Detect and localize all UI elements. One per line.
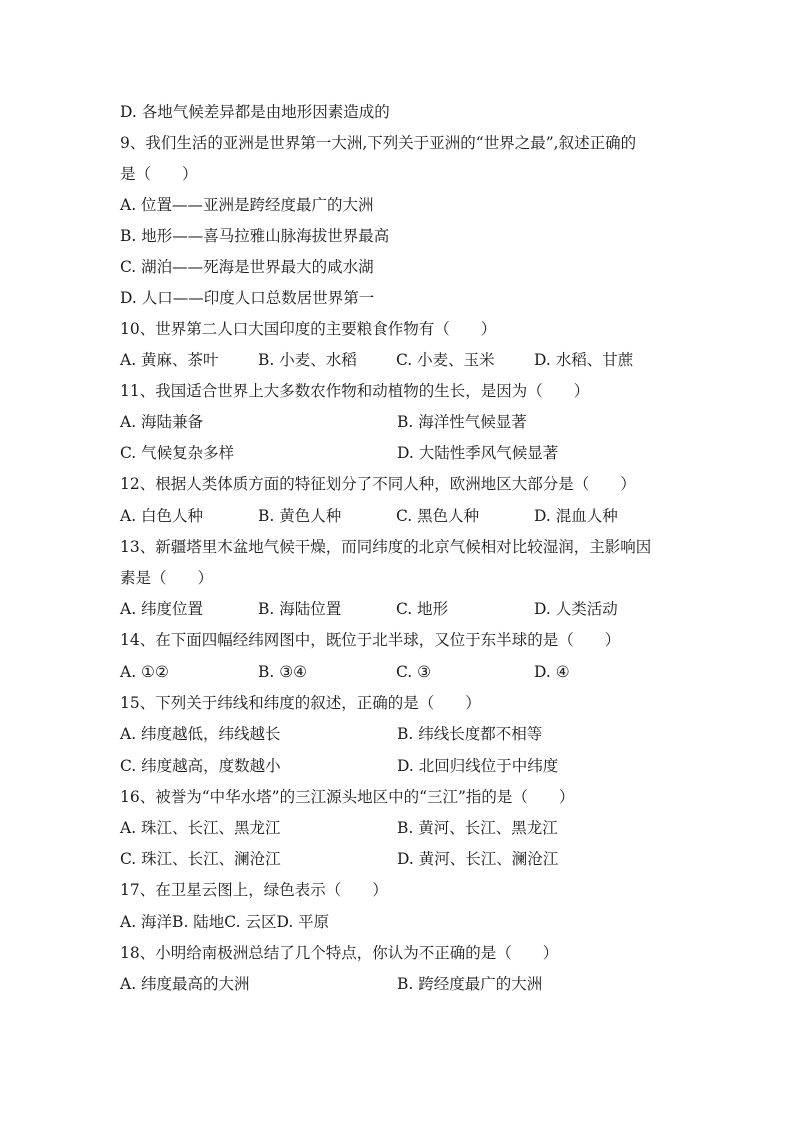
q15-option-b: B. 纬线长度都不相等 — [397, 725, 543, 743]
q9-option-c: C. 湖泊——死海是世界最大的咸水湖 — [120, 258, 374, 276]
q17-stem: 17、在卫星云图上，绿色表示（ ） — [120, 881, 388, 899]
q11-stem: 11、我国适合世界上大多数农作物和动植物的生长，是因为（ ） — [120, 382, 590, 400]
q10-option-d: D. 水稻、甘蔗 — [534, 351, 634, 369]
q11-option-c: C. 气候复杂多样 — [120, 444, 235, 462]
q16-option-d: D. 黄河、长江、澜沧江 — [397, 850, 559, 868]
q14-option-d: D. ④ — [534, 663, 570, 681]
q12-option-b: B. 黄色人种 — [258, 507, 342, 525]
q15-option-a: A. 纬度越低，纬线越长 — [120, 725, 281, 743]
q12-option-a: A. 白色人种 — [120, 507, 204, 525]
q9-option-a: A. 位置——亚洲是跨经度最广的大洲 — [120, 196, 374, 214]
q17-options: A. 海洋B. 陆地C. 云区D. 平原 — [120, 913, 330, 931]
q16-option-a: A. 珠江、长江、黑龙江 — [120, 819, 281, 837]
q9-stem-cont: 是（ ） — [120, 165, 198, 183]
q14-options — [120, 661, 720, 683]
q14-option-c: C. ③ — [396, 663, 432, 681]
q13-option-d: D. 人类活动 — [534, 600, 618, 618]
q18-option-b: B. 跨经度最广的大洲 — [397, 975, 543, 993]
q18-option-a: A. 纬度最高的大洲 — [120, 975, 250, 993]
q13-option-b: B. 海陆位置 — [258, 600, 342, 618]
q15-options-row1 — [120, 723, 720, 745]
q14-stem: 14、在下面四幅经纬网图中，既位于北半球，又位于东半球的是（ ） — [120, 631, 621, 649]
q13-stem: 13、新疆塔里木盆地气候干燥，而同纬度的北京气候相对比较湿润，主影响因 — [120, 538, 652, 556]
q15-option-d: D. 北回归线位于中纬度 — [397, 757, 559, 775]
q10-option-a: A. 黄麻、茶叶 — [120, 351, 219, 369]
q12-stem: 12、根据人类体质方面的特征划分了不同人种，欧洲地区大部分是（ ） — [120, 475, 636, 493]
q10-option-c: C. 小麦、玉米 — [396, 351, 495, 369]
q10-option-b: B. 小麦、水稻 — [258, 351, 357, 369]
q18-options-row1 — [120, 973, 720, 995]
q13-stem-cont: 素是（ ） — [120, 569, 214, 587]
q9-option-d: D. 人口——印度人口总数居世界第一 — [120, 289, 375, 307]
q11-option-a: A. 海陆兼备 — [120, 413, 204, 431]
q18-stem: 18、小明给南极洲总结了几个特点，你认为不正确的是（ ） — [120, 944, 559, 962]
q15-options-row2 — [120, 755, 720, 777]
q9-stem: 9、我们生活的亚洲是世界第一大洲,下列关于亚洲的“世界之最”,叙述正确的 — [120, 134, 637, 152]
q10-options — [120, 349, 720, 371]
q11-options-row1 — [120, 411, 720, 433]
q12-options — [120, 505, 720, 527]
q10-stem: 10、世界第二人口大国印度的主要粮食作物有（ ） — [120, 320, 497, 338]
q16-stem: 16、被誉为“中华水塔”的三江源头地区中的“三江”指的是（ ） — [120, 788, 575, 806]
q12-option-d: D. 混血人种 — [534, 507, 618, 525]
q9-option-b: B. 地形——喜马拉雅山脉海拔世界最高 — [120, 227, 390, 245]
q8-option-d: D. 各地气候差异都是由地形因素造成的 — [120, 103, 390, 121]
q16-option-c: C. 珠江、长江、澜沧江 — [120, 850, 281, 868]
q14-option-a: A. ①② — [120, 663, 169, 681]
q13-option-c: C. 地形 — [396, 600, 449, 618]
q15-stem: 15、下列关于纬线和纬度的叙述，正确的是（ ） — [120, 694, 481, 712]
q14-option-b: B. ③④ — [258, 663, 308, 681]
q16-options-row1 — [120, 817, 720, 839]
q11-options-row2 — [120, 442, 720, 464]
q11-option-d: D. 大陆性季风气候显著 — [397, 444, 559, 462]
q16-options-row2 — [120, 848, 720, 870]
q12-option-c: C. 黑色人种 — [396, 507, 480, 525]
q11-option-b: B. 海洋性气候显著 — [397, 413, 527, 431]
q15-option-c: C. 纬度越高，度数越小 — [120, 757, 281, 775]
q13-options — [120, 598, 720, 620]
q16-option-b: B. 黄河、长江、黑龙江 — [397, 819, 558, 837]
q13-option-a: A. 纬度位置 — [120, 600, 204, 618]
